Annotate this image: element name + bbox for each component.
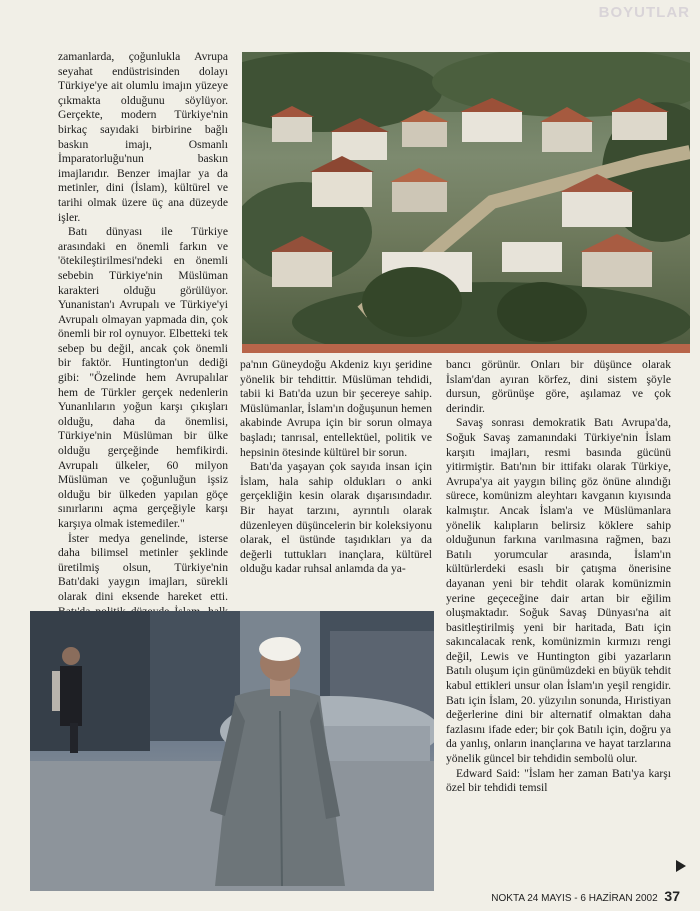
- paragraph: Batı'da yaşayan çok sayıda insan için İslam, hala sahip oldukları o anki gerçekliğin kesin olarak dışarısındadır. Bir hayat tarzını, ayrıntılı olarak düzenleyen düşüncelerin bir koleksiyonu olarak, el üstünde taşıdıkları ya da değerli tuttukları inançlara, kültürel olduğu kadar ruhsal anlamda da ya-: [240, 460, 432, 576]
- paragraph: Savaş sonrası demokratik Batı Avrupa'da, Soğuk Savaş zamanındaki Türkiye'nin İslam karşıtı imajları, resmi basında gücünü yitirmiştir. Batı'nın bir ittifakı olarak Türkiye, Avrupa'ya ait yaygın bilinç göz önüne alındığı sürece, komünizm aleyhtarı kavganın kıyısında kalmıştır. Ancak İslam'a ve Müslümanlara yönelik kalıpların belirsiz köklere sahip olduğunun farkına varılmasına rağmen, bazı Batılı yorumcular arasında, İslam'ın kültürlerdeki esaslı bir çatışma önerisine dayanan yeni bir tehdit olarak komünizmin yerine geçeceğine dair artan bir eğilim oluşmaktadır. Soğuk Savaş Dünyası'na ait basitleştirilmiş yeni bir haritada, Batı için sakıncalacak renk, komünizmin kırmızı rengi değil, Lewis ve Huntington gibi yazarların Batılı oluşum için günümüzdeki en büyük tehdit kabul ettikleri unsur olan İslam'ın yeşil rengidir. Batı için İslam, 20. yüzyılın sonunda, Hıristiyan değerlerine dini bir alternatif olmaktan daha fazlasını ifade eder; bir çok Batılı için, doğru ya da yanlış, onların inançlarına ve hayat tarzlarına yönelik güncel bir tehdidin sembolü olur.: [446, 416, 671, 766]
- page-number: 37: [664, 888, 680, 904]
- paragraph: Edward Said: "İslam her zaman Batı'ya karşı özel bir tehdidi temsil: [446, 766, 671, 795]
- paragraph: pa'nın Güneydoğu Akdeniz kıyı şeridine yönelik bir tehdittir. Müslüman tehdidi, tabii ki Batı'da uzun bir şecereye sahip. Müslümanlar, İslam'ın doğuşunun hemen akabinde Avrupa için bir sorun olmaya başladı; tanrısal, entellektüel, politik ve hepsinin ötesinde kültürel bir sorun.: [240, 358, 432, 459]
- issue-date: 24 MAYIS - 6 HAZİRAN 2002: [527, 893, 658, 904]
- text-column-3: [446, 358, 671, 796]
- text-column-1: [58, 50, 228, 678]
- text-column-2: [240, 358, 432, 577]
- town-aerial-photo: [242, 52, 690, 353]
- paragraph: Batı dünyası ile Türkiye arasındaki en önemli farkın ve 'ötekileştirilmesi'ndeki en önemli sebebin Türkiye'nin Müslüman karakteri olduğu görülüyor. Yunanistan'ı Avrupalı ve Türkiye'yi Avrupalı olmayan yapmada din, çok önemli bir rol oynuyor. Elbetteki tek sebep bu değil, ancak çok önemli bir faktör. Huntington'un dediği gibi: "Özelinde hem Avrupalılar hem de Türkler gerçek nedenlerin Yunanlıların yoğun karşı çıkışları olduğu, daha da önemlisi, Türkiye'nin Müslüman bir ülke olduğu gerçeğinde hemfikirdi. Avrupalı ülkeler, 60 milyon Müslüman ve çoğunluğun işsiz olduğu bir ülkeden yapılan göçe sınırlarını açma gerçeğiyle karşı karşıya olmak istemediler.": [58, 225, 228, 530]
- continue-arrow-icon: [676, 860, 686, 872]
- page-footer: [430, 888, 680, 906]
- street-man-photo: [30, 611, 434, 891]
- paragraph: bancı görünür. Onları bir düşünce olarak İslam'dan ayıran körfez, dini sistem şöyle dursun, görünüşe göre, aşılamaz ve çok derindir.: [446, 358, 671, 415]
- paragraph: İster medya genelinde, isterse daha bilimsel metinler şeklinde üretilmiş olsun, Türkiye'nin Batı'daki yaygın imajları, sürekli olarak dini eksende hareket etti.: [58, 531, 228, 603]
- section-watermark: BOYUTLAR: [598, 4, 690, 21]
- paragraph: zamanlarda, çoğunlukla Avrupa seyahat endüstrisinden dolayı Türkiye'ye ait olumlu imajın yüzeye çıkmakta olduğunu söylüyor. Gerçekte, modern Türkiye'nin birkaç sayıdaki birbirine bağlı baskın imajı, Osmanlı İmparatorluğu'nun baskın imajlarıdır. Benzer imajlar ya da metinler, dini (İslam), kültürel ve tarihi olmak üzere üç ana düzeyde işler.: [58, 50, 228, 224]
- magazine-name: NOKTA: [491, 893, 525, 904]
